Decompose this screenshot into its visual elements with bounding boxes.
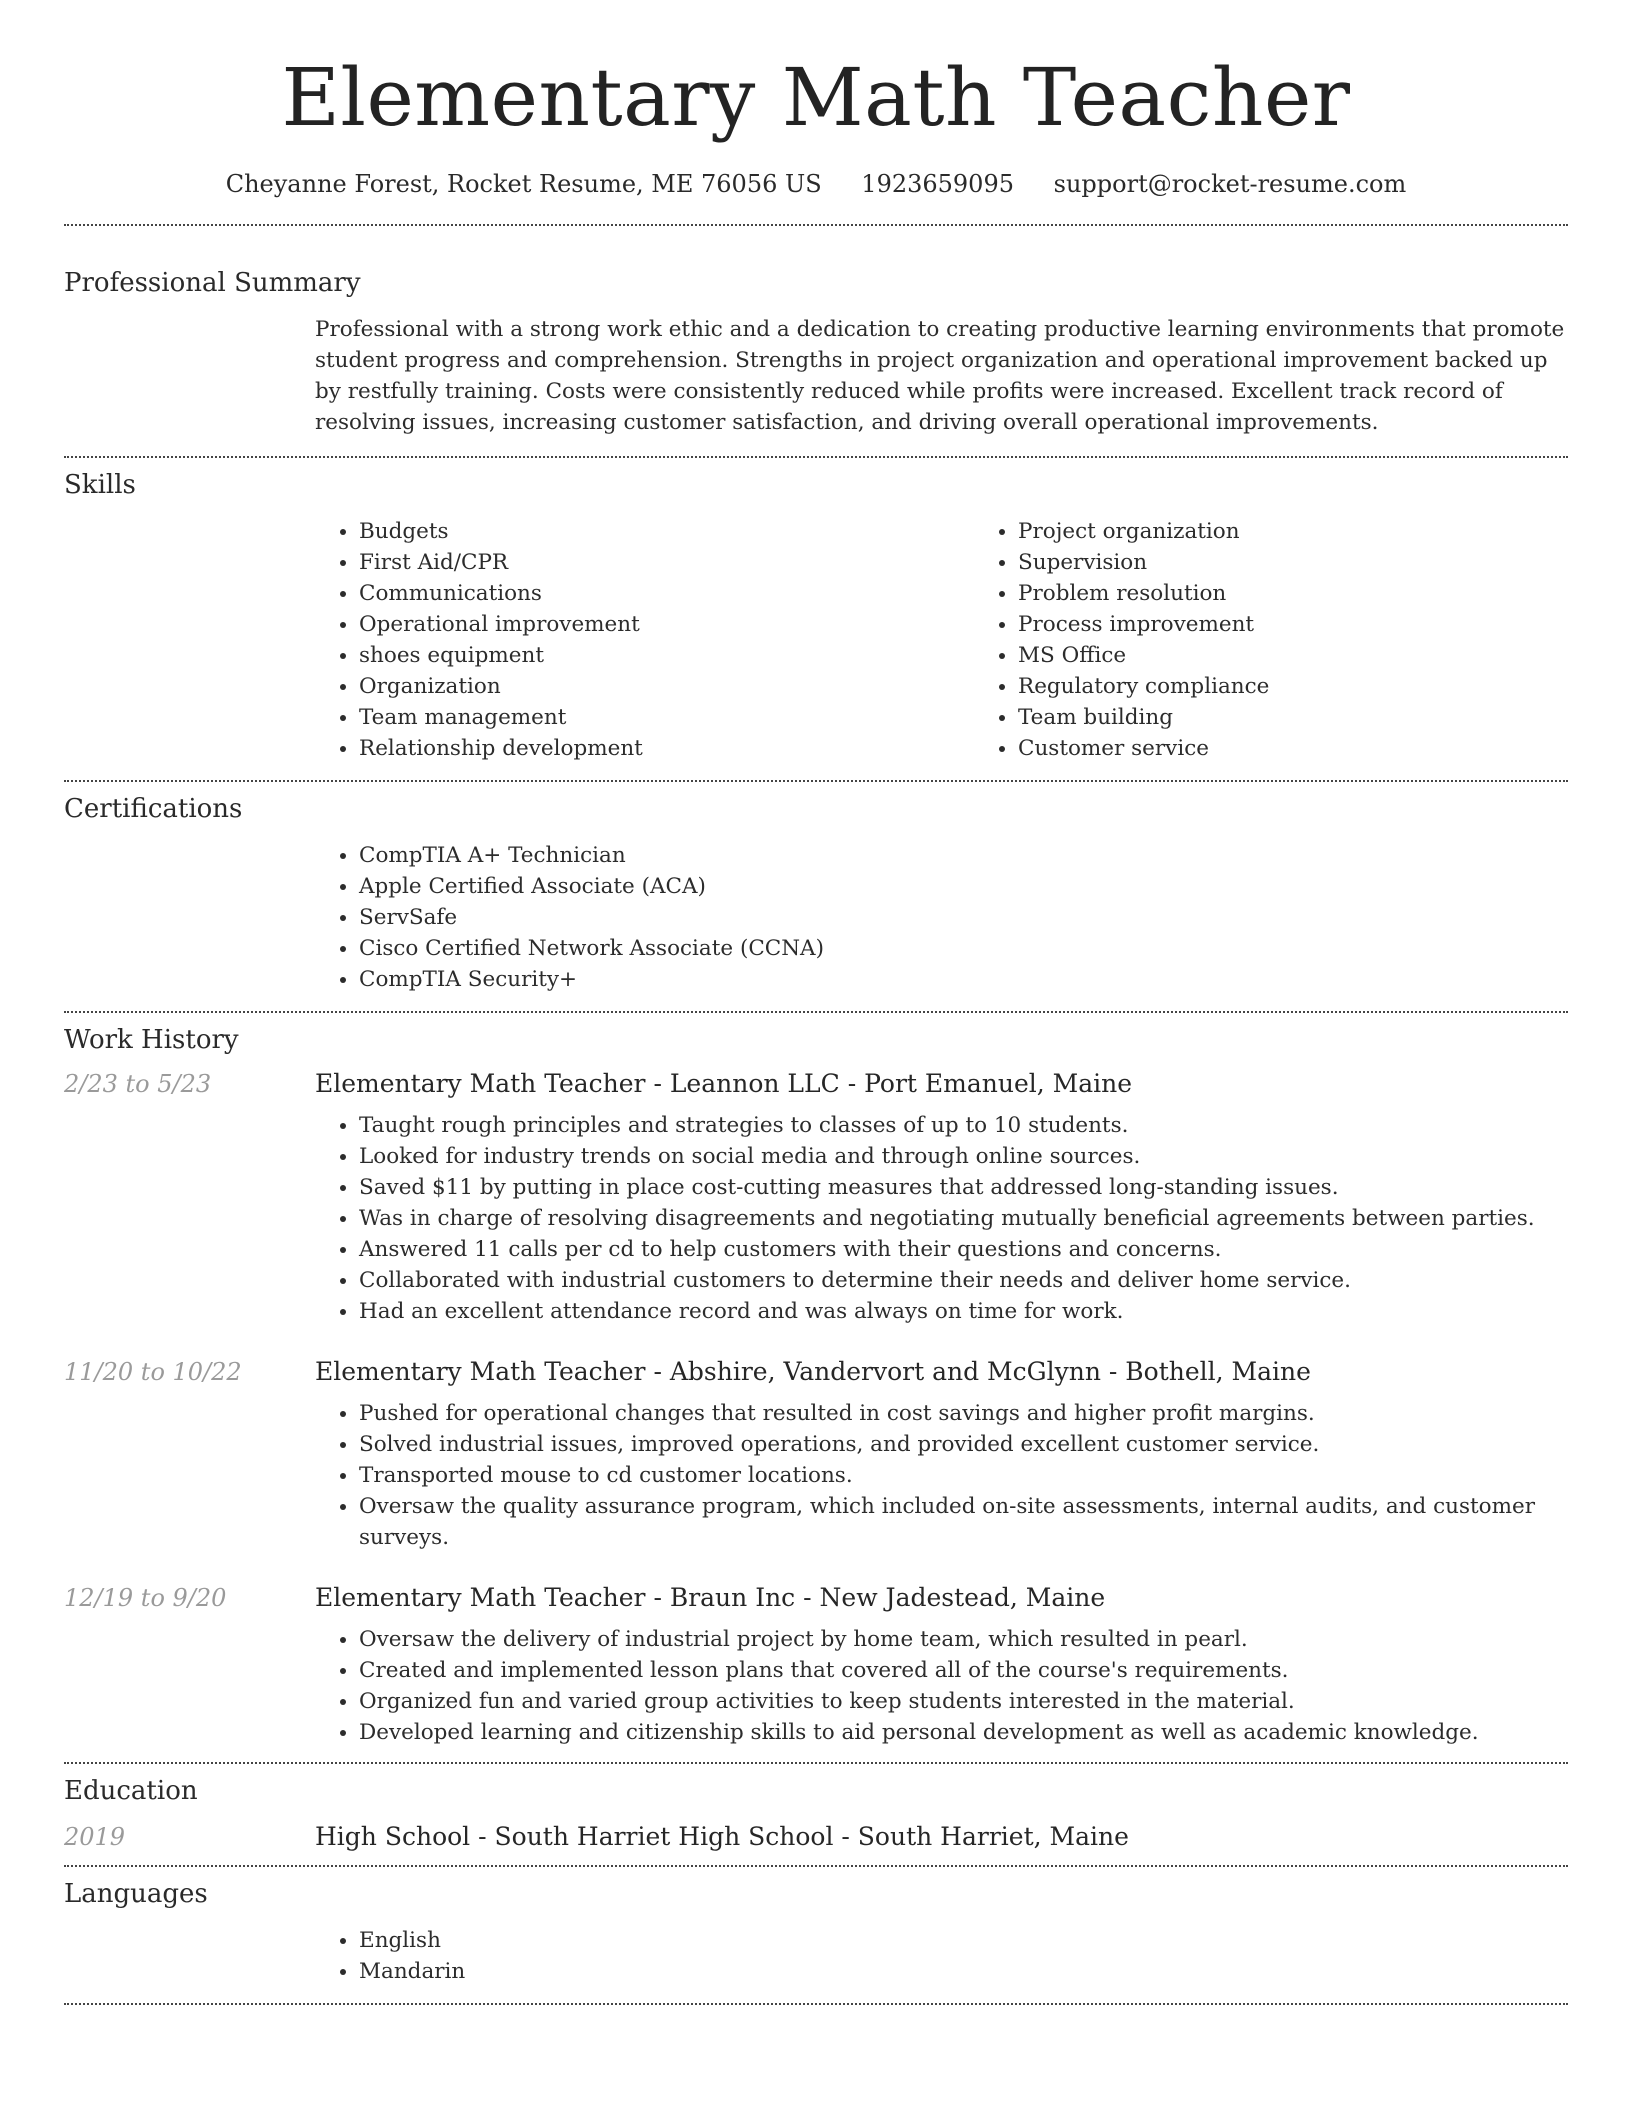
skill-item: • Operational improvement xyxy=(359,609,974,640)
skill-item: • Organization xyxy=(359,671,974,702)
job-header xyxy=(64,1583,1568,1612)
skill-item: • Relationship development xyxy=(359,733,974,764)
job-header xyxy=(64,1357,1568,1386)
skills-content xyxy=(315,516,1568,764)
certification-item: • Cisco Certified Network Associate (CCNA) xyxy=(359,933,1568,964)
work-history-section xyxy=(64,1013,1568,1748)
education-section xyxy=(64,1764,1568,1851)
skill-item: • Customer service xyxy=(1018,733,1632,764)
skill-item: • Budgets xyxy=(359,516,974,547)
job-bullet: • Oversaw the delivery of industrial project by home team, which resulted in pearl. xyxy=(359,1624,1568,1655)
summary-content xyxy=(315,314,1568,438)
summary-section xyxy=(64,226,1568,438)
skill-item: • MS Office xyxy=(1018,640,1632,671)
job-details xyxy=(315,1398,1568,1553)
section-title-languages: Languages xyxy=(64,1879,208,1909)
certification-item: • ServSafe xyxy=(359,902,1568,933)
skill-item: • Team building xyxy=(1018,702,1632,733)
resume-page xyxy=(64,0,1568,2005)
certification-item: • Apple Certified Associate (ACA) xyxy=(359,871,1568,902)
education-entry xyxy=(64,1822,1568,1851)
contact-phone: 1923659095 xyxy=(861,170,1014,198)
skill-item: • First Aid/CPR xyxy=(359,547,974,578)
job-bullets xyxy=(315,1398,1568,1553)
summary-text: Professional with a strong work ethic and a dedication to creating productive learning environments that promote student progress and comprehension. Strengths in project organization and operational improvement backed up by restfully training. Costs were consistently reduced while profits were increased. Excellent track record of resolving issues, increasing customer satisfaction, and driving overall operational improvements. xyxy=(315,317,1565,435)
section-title-summary: Professional Summary xyxy=(64,268,361,298)
job-heading: Elementary Math Teacher - Braun Inc - New Jadestead, Maine xyxy=(315,1583,1106,1612)
job-details xyxy=(315,1110,1568,1327)
job-bullet: • Organized fun and varied group activities to keep students interested in the material. xyxy=(359,1686,1568,1717)
job-bullets xyxy=(315,1624,1568,1748)
job-bullet: • Saved $11 by putting in place cost-cutting measures that addressed long-standing issues. xyxy=(359,1172,1568,1203)
job-bullet: • Taught rough principles and strategies to classes of up to 10 students. xyxy=(359,1110,1568,1141)
job-bullet: • Answered 11 calls per cd to help customers with their questions and concerns. xyxy=(359,1234,1568,1265)
contact-address: Cheyanne Forest, Rocket Resume, ME 76056 US xyxy=(225,170,822,198)
certifications-section xyxy=(64,782,1568,995)
job-details xyxy=(315,1624,1568,1748)
job-bullets xyxy=(315,1110,1568,1327)
job-entry xyxy=(64,1069,1568,1327)
job-bullet: • Oversaw the quality assurance program, which included on-site assessments, internal audits, and customer surveys. xyxy=(359,1491,1568,1553)
job-bullet: • Created and implemented lesson plans that covered all of the course's requirements. xyxy=(359,1655,1568,1686)
languages-content xyxy=(315,1925,1568,1987)
job-bullet: • Had an excellent attendance record and was always on time for work. xyxy=(359,1296,1568,1327)
education-year: 2019 xyxy=(64,1823,126,1851)
job-dates: 2/23 to 5/23 xyxy=(64,1070,212,1098)
skills-list-left xyxy=(315,516,974,764)
divider xyxy=(64,2003,1568,2005)
job-bullet: • Was in charge of resolving disagreements and negotiating mutually beneficial agreements between parties. xyxy=(359,1203,1568,1234)
job-bullet: • Transported mouse to cd customer locations. xyxy=(359,1460,1568,1491)
job-bullet: • Developed learning and citizenship skills to aid personal development as well as academic knowledge. xyxy=(359,1717,1568,1748)
job-bullet: • Pushed for operational changes that resulted in cost savings and higher profit margins. xyxy=(359,1398,1568,1429)
section-title-education: Education xyxy=(64,1776,198,1806)
skill-item: • Team management xyxy=(359,702,974,733)
language-item: • English xyxy=(359,1925,1568,1956)
job-bullet: • Solved industrial issues, improved operations, and provided excellent customer service. xyxy=(359,1429,1568,1460)
section-title-skills: Skills xyxy=(64,470,136,500)
certification-item: • CompTIA A+ Technician xyxy=(359,840,1568,871)
skills-list-right xyxy=(974,516,1632,764)
resume-name: Elementary Math Teacher xyxy=(281,51,1351,144)
job-entry xyxy=(64,1583,1568,1748)
job-entry xyxy=(64,1357,1568,1553)
skill-item: • Problem resolution xyxy=(1018,578,1632,609)
skill-item: • Regulatory compliance xyxy=(1018,671,1632,702)
contact-line xyxy=(64,170,1568,198)
certifications-content xyxy=(315,840,1568,995)
contact-email: support@rocket-resume.com xyxy=(1053,170,1407,198)
education-heading: High School - South Harriet High School - South Harriet, Maine xyxy=(315,1822,1129,1851)
certifications-list xyxy=(315,840,1568,995)
skills-section xyxy=(64,458,1568,764)
languages-section xyxy=(64,1867,1568,1987)
job-bullet: • Collaborated with industrial customers to determine their needs and deliver home service. xyxy=(359,1265,1568,1296)
language-item: • Mandarin xyxy=(359,1956,1568,1987)
section-title-work-history: Work History xyxy=(64,1025,239,1055)
skill-item: • Project organization xyxy=(1018,516,1632,547)
job-heading: Elementary Math Teacher - Abshire, Vandervort and McGlynn - Bothell, Maine xyxy=(315,1357,1311,1386)
job-header xyxy=(64,1069,1568,1098)
job-heading: Elementary Math Teacher - Leannon LLC - Port Emanuel, Maine xyxy=(315,1069,1133,1098)
languages-list xyxy=(315,1925,1568,1987)
skill-item: • Communications xyxy=(359,578,974,609)
job-dates: 11/20 to 10/22 xyxy=(64,1358,242,1386)
section-title-certifications: Certifications xyxy=(64,794,243,824)
job-dates: 12/19 to 9/20 xyxy=(64,1584,227,1612)
job-bullet: • Looked for industry trends on social media and through online sources. xyxy=(359,1141,1568,1172)
skill-item: • Supervision xyxy=(1018,547,1632,578)
skill-item: • Process improvement xyxy=(1018,609,1632,640)
certification-item: • CompTIA Security+ xyxy=(359,964,1568,995)
skill-item: • shoes equipment xyxy=(359,640,974,671)
